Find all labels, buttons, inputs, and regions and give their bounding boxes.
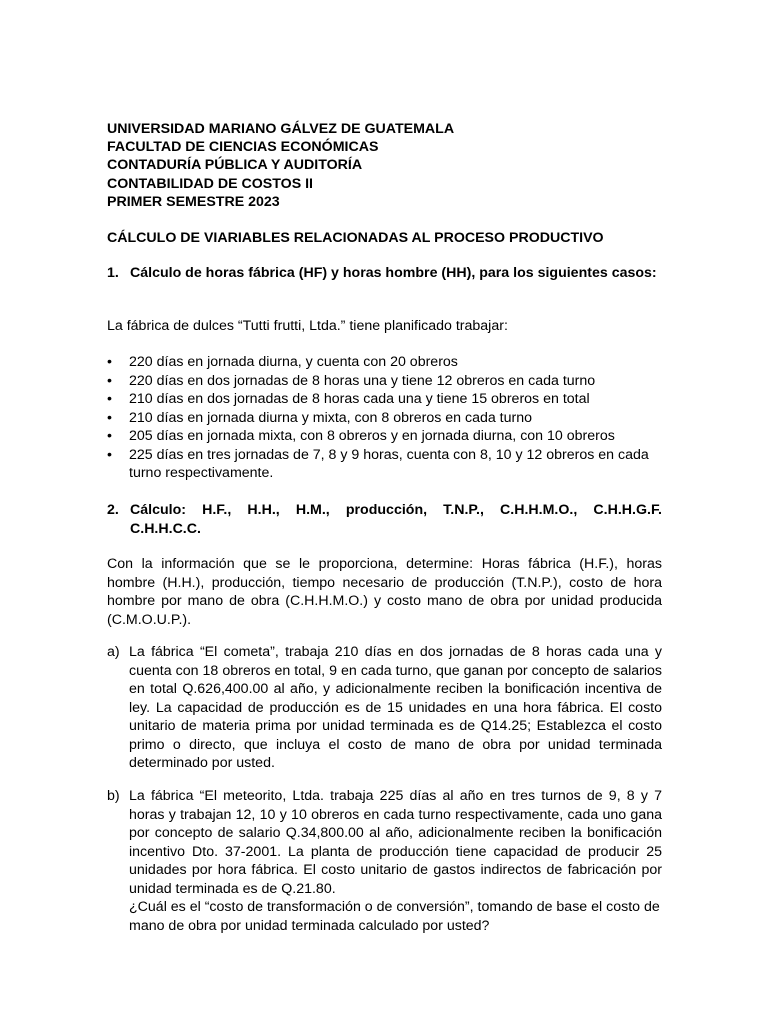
list-item-text: 210 días en jornada diurna y mixta, con 8 obreros en cada turno <box>129 409 533 426</box>
section-2-text-line1: Cálculo: H.F., H.H., H.M., producción, T.N.P., C.H.H.M.O., C.H.H.G.F. <box>130 502 662 518</box>
bullet-icon: • <box>107 372 112 389</box>
list-item <box>107 390 662 409</box>
section-1-heading <box>107 264 662 283</box>
program-name: CONTADURÍA PÚBLICA Y AUDITORÍA <box>107 157 363 174</box>
list-item-text: 220 días en dos jornadas de 8 horas una y tiene 12 obreros en cada turno <box>129 372 596 389</box>
case-b-text: La fábrica “El meteorito, Ltda. trabaja 225 días al año en tres turnos de 9, 8 y 7 horas y trabajan 12, 10 y 10 obreros en cada turno respectivamente, cada uno gana por concepto de salario Q.34,800.00 al año, adicionalmente reciben la bonificación incentivo Dto. 37-2001. La planta de producción tiene capacidad de producir 25 unidades por hora fábrica. El costo unitario de gastos indirectos de fabricación por unidad terminada es de Q.21.80. <box>129 788 662 897</box>
section-1-text: Cálculo de horas fábrica (HF) y horas hombre (HH), para los siguientes casos: <box>130 265 657 281</box>
bullet-icon: • <box>107 446 112 463</box>
section-1-number: 1. <box>107 265 119 281</box>
list-item-text: 220 días en jornada diurna, y cuenta con 20 obreros <box>129 354 458 370</box>
section-2-heading <box>107 501 662 538</box>
list-item <box>107 353 662 372</box>
list-item <box>107 409 662 428</box>
list-item <box>107 372 662 391</box>
university-name: UNIVERSIDAD MARIANO GÁLVEZ DE GUATEMALA <box>107 121 455 137</box>
bullet-icon: • <box>107 354 112 370</box>
bullet-list <box>107 353 662 483</box>
list-item-text: 205 días en jornada mixta, con 8 obreros y en jornada diurna, con 10 obreros <box>129 428 615 444</box>
list-item <box>107 427 662 446</box>
case-a-text: La fábrica “El cometa”, trabaja 210 días en dos jornadas de 8 horas cada una y cuenta con 18 obreros en total, 9 en cada turno, que ganan por concepto de salarios en total Q.626,400.00 al año, y adicionalmente reciben la bonificación incentiva de ley. La capacidad de producción es de 15 unidades en una hora fábrica. El costo unitario de materia prima por unidad terminada es de Q14.25; Establezca el costo primo o directo, que incluya el costo de mano de obra por unidad terminada determinado por usted. <box>129 644 662 771</box>
section-2-number: 2. <box>107 502 119 518</box>
semester: PRIMER SEMESTRE 2023 <box>107 193 280 210</box>
case-a-label: a) <box>107 644 120 660</box>
list-item-text: 225 días en tres jornadas de 7, 8 y 9 horas, cuenta con 8, 10 y 12 obreros en cada turno respectivamente. <box>129 446 649 481</box>
case-a <box>107 643 662 773</box>
case-b <box>107 787 662 935</box>
faculty-name: FACULTAD DE CIENCIAS ECONÓMICAS <box>107 139 379 156</box>
case-b-question: ¿Cuál es el “costo de transformación o de conversión”, tomando de base el costo de mano de obra por unidad terminada calculado por usted? <box>129 899 660 934</box>
document-title: CÁLCULO DE VIARIABLES RELACIONADAS AL PROCESO PRODUCTIVO <box>107 230 604 246</box>
list-item-text: 210 días en dos jornadas de 8 horas cada una y tiene 15 obreros en total <box>129 391 590 407</box>
bullet-icon: • <box>107 428 112 444</box>
bullet-icon: • <box>107 409 112 426</box>
instructions-paragraph: Con la información que se le proporciona, determine: Horas fábrica (H.F.), horas hombre (H.H.), producción, tiempo necesario de producción (T.N.P.), costo de hora hombre por mano de obra (C.H.H.M.O.) y costo mano de obra por unidad producida (C.M.O.U.P.). <box>107 556 662 628</box>
bullet-icon: • <box>107 391 112 407</box>
section-2-text-line2: C.H.H.C.C. <box>130 520 201 537</box>
case-b-label: b) <box>107 788 120 804</box>
intro-text: La fábrica de dulces “Tutti frutti, Ltda.” tiene planificado trabajar: <box>107 318 508 334</box>
document-header <box>107 120 454 211</box>
list-item <box>107 446 662 483</box>
course-name: CONTABILIDAD DE COSTOS II <box>107 175 313 192</box>
